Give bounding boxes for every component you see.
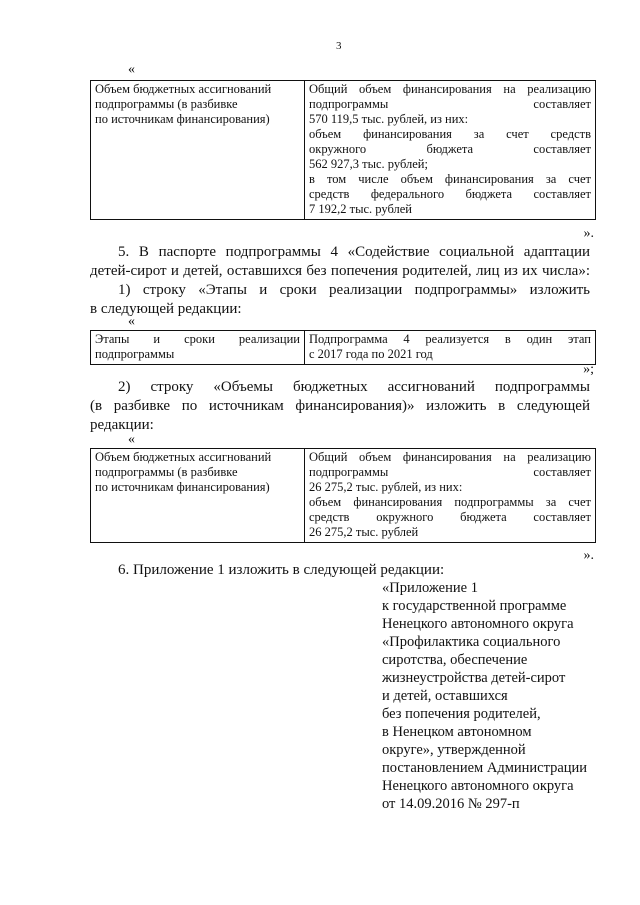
table2-right-cell	[305, 331, 596, 365]
appendix-line: «Приложение 1	[382, 580, 478, 596]
paragraph-6	[90, 561, 590, 580]
appendix-line: постановлением Администрации	[382, 760, 588, 776]
table2-right-line: Подпрограмма 4 реализуется в один этап	[309, 332, 591, 346]
appendix-line: без попечения родителей,	[382, 706, 541, 722]
appendix-line: жизнеустройства детей-сирот	[382, 670, 566, 686]
stages-table	[90, 330, 596, 365]
paragraph-line: 2) строку «Объемы бюджетных ассигнований подпрограммы	[118, 379, 590, 395]
open-quote-2: «	[128, 314, 135, 329]
table1-right-line: подпрограммы составляет	[309, 97, 591, 111]
table3-right-line: объем финансирования подпрограммы за счет	[309, 495, 591, 509]
close-quote-3: ».	[583, 548, 594, 563]
appendix-line: Ненецкого автономного округа	[382, 778, 574, 794]
table3-left-line: подпрограммы (в разбивке	[95, 465, 238, 479]
paragraph-5	[90, 243, 590, 319]
table1-left-line: подпрограммы (в разбивке	[95, 97, 238, 111]
table3-right-line: средств окружного бюджета составляет	[309, 510, 591, 524]
paragraph-2	[90, 378, 590, 435]
appendix-line: от 14.09.2016 № 297-п	[382, 796, 520, 812]
paragraph-line: детей-сирот и детей, оставшихся без попечения родителей, лиц из их числа»:	[90, 263, 590, 279]
table1-left-cell	[91, 81, 305, 220]
appendix-line: сиротства, обеспечение	[382, 652, 528, 668]
table1-right-line: средств федерального бюджета составляет	[309, 187, 591, 201]
table3-right-cell	[305, 449, 596, 543]
table1-right-line: в том числе объем финансирования за счет	[309, 172, 591, 186]
paragraph-line: 5. В паспорте подпрограммы 4 «Содействие социальной адаптации	[118, 244, 590, 260]
close-quote-2: »;	[583, 362, 594, 377]
table1-right-line: 7 192,2 тыс. рублей	[309, 202, 412, 216]
table2-left-line: подпрограммы	[95, 347, 175, 361]
table2-left-line: Этапы и сроки реализации	[95, 332, 300, 346]
paragraph-line: 6. Приложение 1 изложить в следующей редакции:	[118, 562, 445, 578]
table3-right-line: 26 275,2 тыс. рублей	[309, 525, 419, 539]
appendix-line: «Профилактика социального	[382, 634, 561, 650]
open-quote-3: «	[128, 432, 135, 447]
open-quote-1: «	[128, 62, 135, 77]
table1-right-cell	[305, 81, 596, 220]
table1-left-line: по источникам финансирования)	[95, 112, 270, 126]
table3-right-line: Общий объем финансирования на реализацию	[309, 450, 591, 464]
paragraph-line: редакции:	[90, 417, 154, 433]
table1-left-line: Объем бюджетных ассигнований	[95, 82, 272, 96]
table1-right-line: 562 927,3 тыс. рублей;	[309, 157, 428, 171]
budget-table-2	[90, 448, 596, 543]
close-quote-1: ».	[583, 226, 594, 241]
table2-left-cell	[91, 331, 305, 365]
table3-left-cell	[91, 449, 305, 543]
paragraph-line: 1) строку «Этапы и сроки реализации подпрограммы» изложить	[118, 282, 590, 298]
table3-left-line: по источникам финансирования)	[95, 480, 270, 494]
appendix-line: в Ненецком автономном	[382, 724, 532, 740]
table3-right-line: подпрограммы составляет	[309, 465, 591, 479]
appendix-line: и детей, оставшихся	[382, 688, 508, 704]
table1-right-line: объем финансирования за счет средств	[309, 127, 591, 141]
appendix-line: округе», утвержденной	[382, 742, 526, 758]
page-number: 3	[336, 40, 342, 52]
table1-right-line: окружного бюджета составляет	[309, 142, 591, 156]
appendix-line: Ненецкого автономного округа	[382, 616, 574, 632]
table1-right-line: 570 119,5 тыс. рублей, из них:	[309, 112, 469, 126]
table1-right-line: Общий объем финансирования на реализацию	[309, 82, 591, 96]
appendix-line: к государственной программе	[382, 598, 567, 614]
table3-right-line: 26 275,2 тыс. рублей, из них:	[309, 480, 463, 494]
table3-left-line: Объем бюджетных ассигнований	[95, 450, 272, 464]
paragraph-line: в следующей редакции:	[90, 301, 242, 317]
paragraph-line: (в разбивке по источникам финансирования)» изложить в следующей	[90, 398, 590, 414]
budget-table-1	[90, 80, 596, 220]
table2-right-line: с 2017 года по 2021 год	[309, 347, 433, 361]
appendix-heading	[382, 579, 587, 813]
